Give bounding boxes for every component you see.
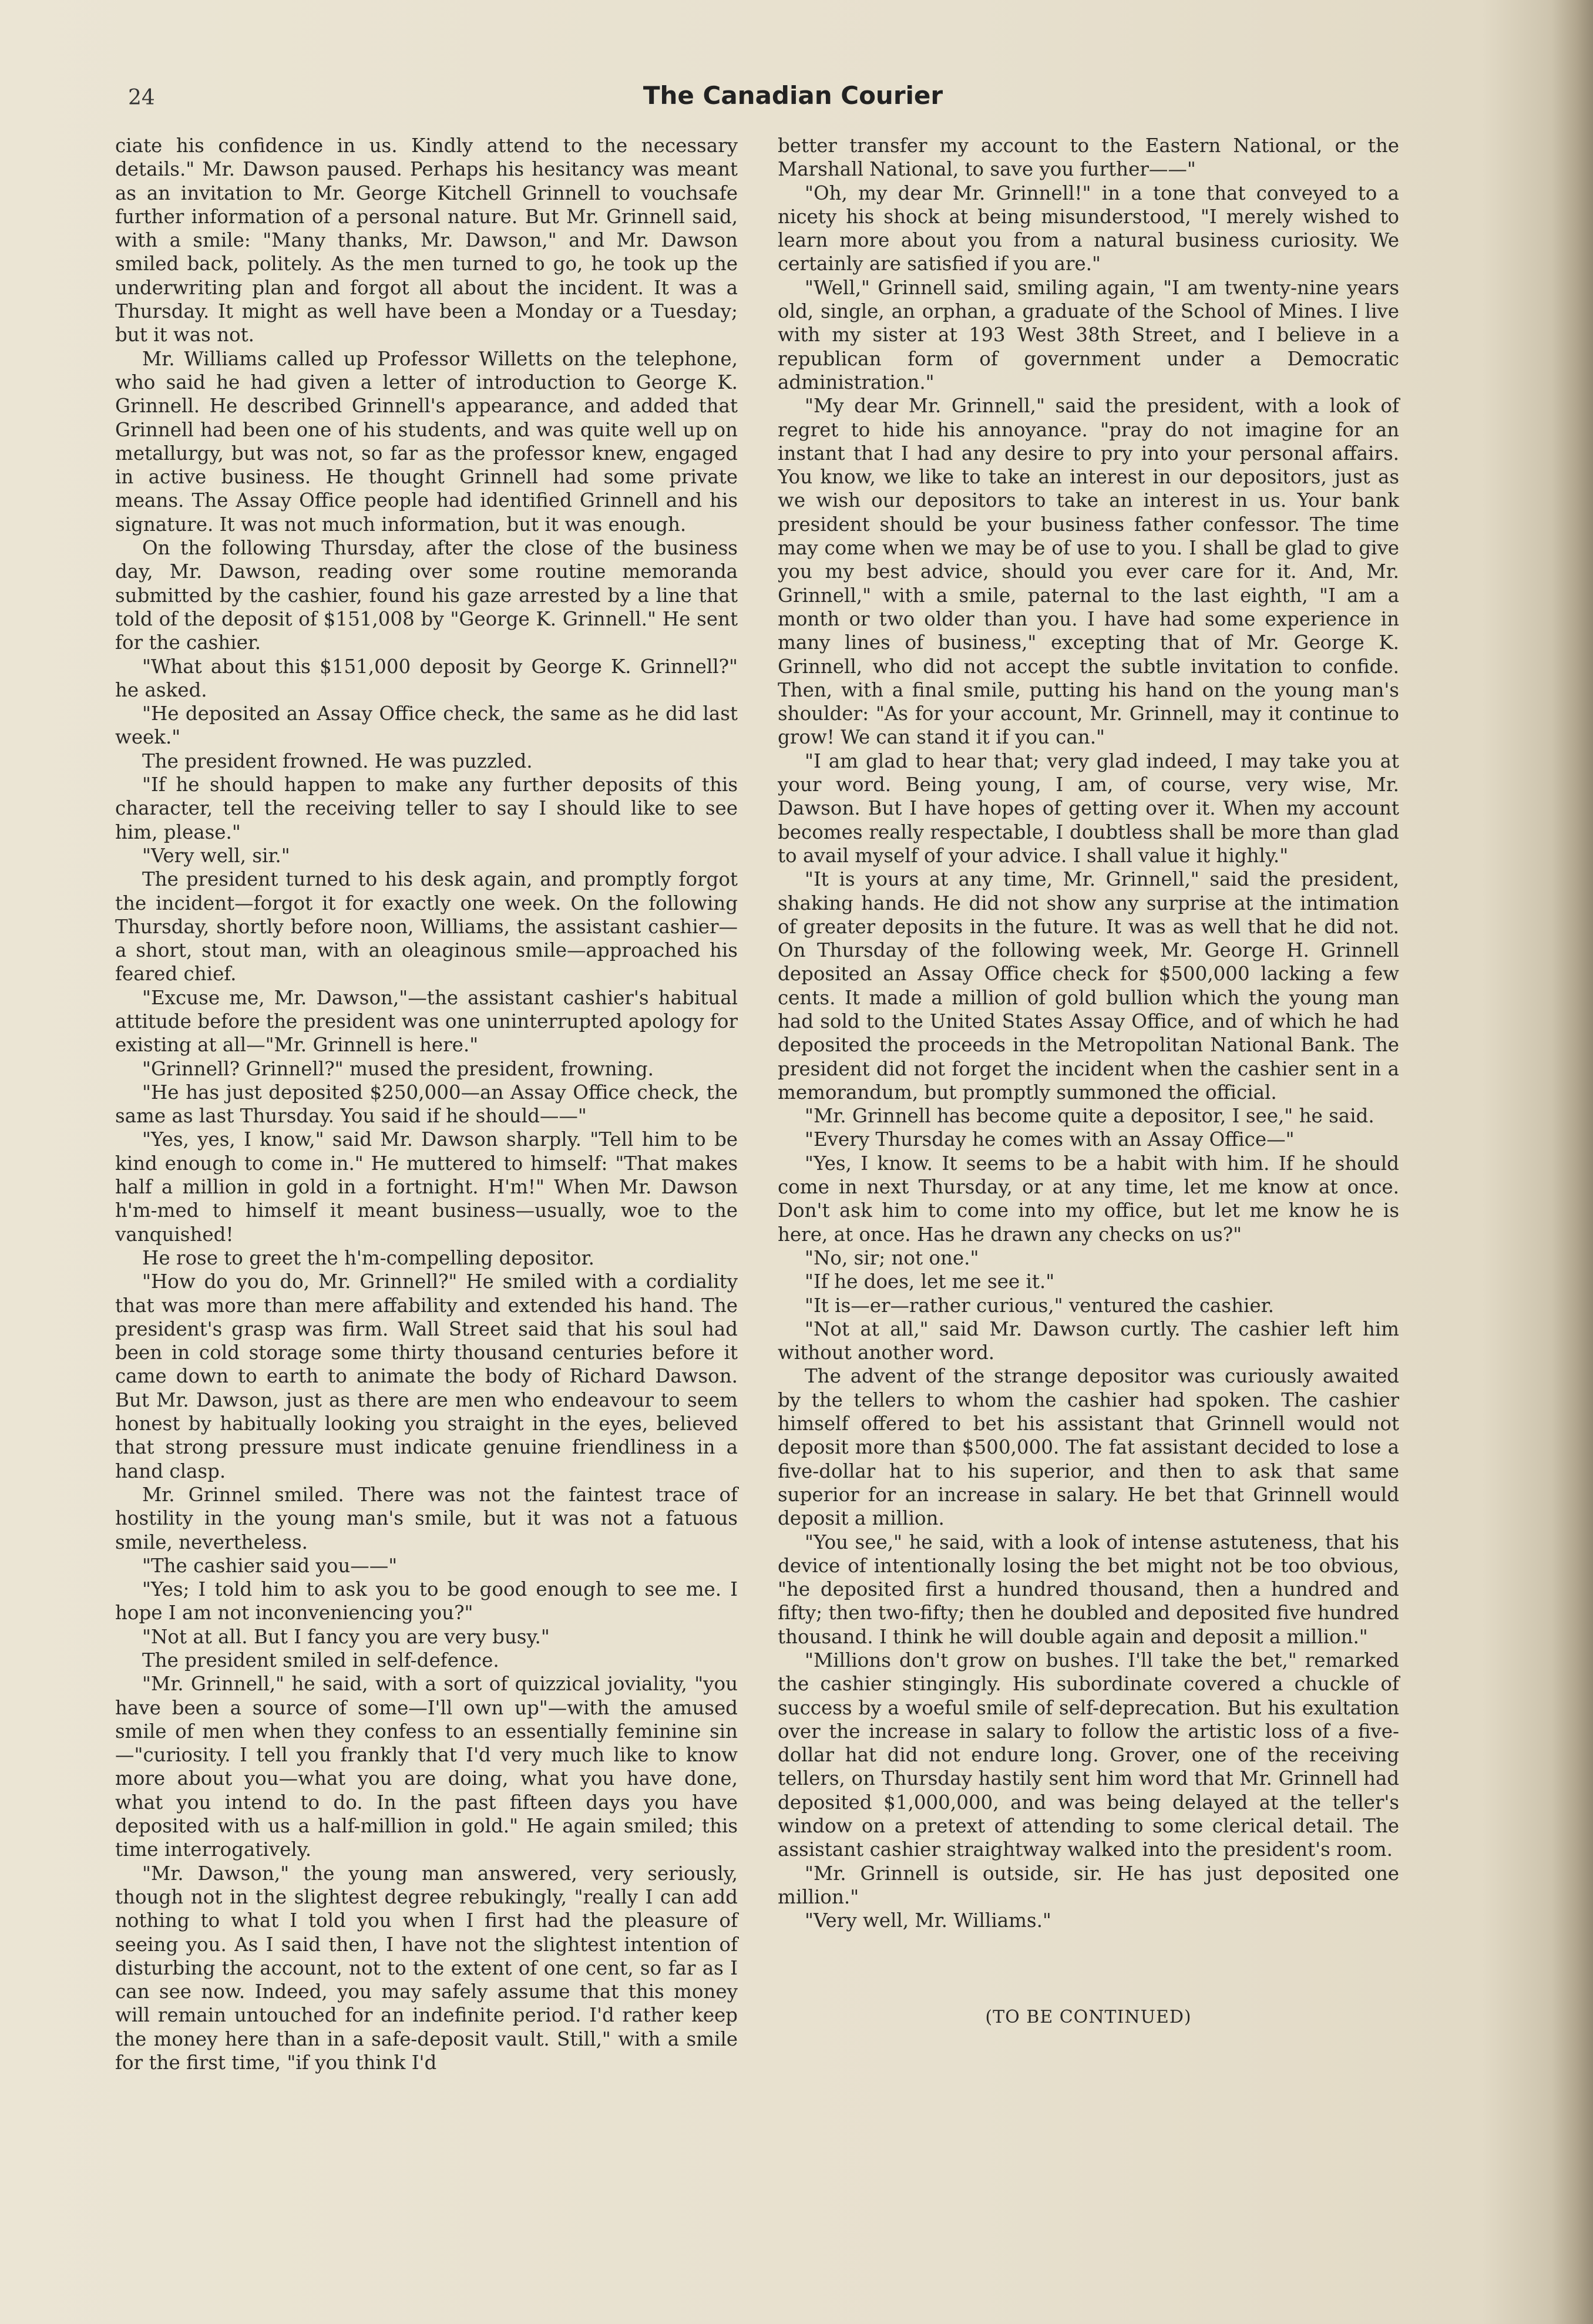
paragraph: "He has just deposited $250,000—an Assay Office check, the same as last Thursday. You said if he should——" xyxy=(115,1081,738,1128)
paragraph: "Grinnell? Grinnell?" mused the president, frowning. xyxy=(142,1057,654,1080)
paragraph: The advent of the strange depositor was curiously awaited by the tellers to whom the cashier had spoken. The cashier himself offered to bet his assistant that Grinnell would not deposit more than $500,000. The fat assistant decided to lose a five-dollar hat to his superior, and then to ask that same superior for an increase in salary. He bet that Grinnell would deposit a million. xyxy=(778,1365,1399,1530)
paragraph: "The cashier said you——" xyxy=(142,1554,398,1577)
paragraph: "Yes, I know. It seems to be a habit with him. If he should come in next Thursday, or at any time, let me know at once. Don't ask him to come into my office, but let me know he is here, at once. Has he drawn any checks on us?" xyxy=(778,1152,1399,1246)
paragraph: "Oh, my dear Mr. Grinnell!" in a tone that conveyed to a nicety his shock at being misunderstood, "I merely wished to learn more about you from a natural business curiosity. We certainly are satisfied if you are." xyxy=(778,181,1399,275)
page-edge-shadow xyxy=(1552,0,1593,2324)
paragraph: "He deposited an Assay Office check, the same as he did last week." xyxy=(115,702,738,749)
paragraph: Mr. Williams called up Professor Willetts on the telephone, who said he had given a letter of introduction to George K. Grinnell. He described Grinnell's appearance, and added that Grinnell had been one of his students, and was quite well up on metallurgy, but was not, so far as the professor knew, engaged in active business. He thought Grinnell had some private means. The Assay Office people had identified Grinnell and his signature. It was not much information, but it was enough. xyxy=(115,347,738,536)
paragraph: The president turned to his desk again, and promptly forgot the incident—forgot it for exactly one week. On the following Thursday, shortly before noon, Williams, the assistant cashier—a short, stout man, with an oleaginous smile—approached his feared chief. xyxy=(115,868,738,986)
paragraph: "Millions don't grow on bushes. I'll take the bet," remarked the cashier stingingly. His subordinate covered a chuckle of success by a woeful smile of self-deprecation. But his exultation over the increase in salary to follow the artistic loss of a five-dollar hat did not endure long. Grover, one of the receiving tellers, on Thursday hastily sent him word that Mr. Grinnell had deposited $1,000,000, and was being delayed at the teller's window on a pretext of attending to some clerical detail. The assistant cashier straightway walked into the president's room. xyxy=(778,1649,1399,1861)
right-column xyxy=(778,134,1399,2029)
paragraph: "No, sir; not one." xyxy=(805,1246,979,1269)
paragraph: The president frowned. He was puzzled. xyxy=(142,749,533,772)
paragraph: "Excuse me, Mr. Dawson,"—the assistant cashier's habitual attitude before the president was one uninterrupted apology for existing at all—"Mr. Grinnell is here." xyxy=(115,986,738,1057)
paragraph: "What about this $151,000 deposit by George K. Grinnell?" he asked. xyxy=(115,655,738,701)
paragraph: "Yes; I told him to ask you to be good enough to see me. I hope I am not inconveniencing you?" xyxy=(115,1578,738,1625)
paragraph: "Mr. Grinnell," he said, with a sort of quizzical joviality, "you have been a source of some—I'll own up"—with the amused smile of men when they confess to an essentially feminine sin—"curiosity. I tell you frankly that I'd very much like to know more about you—what you are doing, what you have done, what you intend to do. In the past fifteen days you have deposited with us a half-million in gold." He again smiled; this time interrogatively. xyxy=(115,1673,738,1861)
publication-title: The Canadian Courier xyxy=(643,81,943,110)
paragraph: "Not at all," said Mr. Dawson curtly. The cashier left him without another word. xyxy=(778,1317,1399,1364)
paragraph: "Yes, yes, I know," said Mr. Dawson sharply. "Tell him to be kind enough to come in." He muttered to himself: "That makes half a million in gold in a fortnight. H'm!" When Mr. Dawson h'm-med to himself it meant business—usually, woe to the vanquished! xyxy=(115,1128,738,1246)
left-column xyxy=(115,134,738,2074)
paragraph: On the following Thursday, after the close of the business day, Mr. Dawson, reading over some routine memoranda submitted by the cashier, found his gaze arrested by a line that told of the deposit of $151,008 by "George K. Grinnell." He sent for the cashier. xyxy=(115,537,738,654)
paragraph: "Every Thursday he comes with an Assay Office—" xyxy=(805,1128,1295,1151)
paragraph: "Mr. Grinnell has become quite a depositor, I see," he said. xyxy=(805,1105,1374,1128)
paragraph: "My dear Mr. Grinnell," said the president, with a look of regret to hide his annoyance. "pray do not imagine for an instant that I had any desire to pry into your personal affairs. You know, we like to take an interest in our depositors, just as we wish our depositors to take an interest in us. Your bank president should be your business father confessor. The time may come when we may be of use to you. I shall be glad to give you my best advice, should you ever care for it. And, Mr. Grinnell," with a smile, paternal to the last eighth, "I am a month or two older than you. I have had some experience in many lines of business," excepting that of Mr. George K. Grinnell, who did not accept the subtle invitation to confide. Then, with a final smile, putting his hand on the young man's shoulder: "As for your account, Mr. Grinnell, may it continue to grow! We can stand it if you can." xyxy=(778,395,1399,749)
paragraph: "I am glad to hear that; very glad indeed, I may take you at your word. Being young, I am, of course, very wise, Mr. Dawson. But I have hopes of getting over it. When my account becomes really respectable, I doubtless shall be more than glad to avail myself of your advice. I shall value it highly." xyxy=(778,749,1399,867)
paragraph: better transfer my account to the Eastern National, or the Marshall National, to save you further——" xyxy=(778,134,1399,181)
paragraph: "Mr. Grinnell is outside, sir. He has just deposited one million." xyxy=(778,1862,1399,1908)
paragraph: "It is—er—rather curious," ventured the cashier. xyxy=(805,1294,1274,1317)
paragraph: "Mr. Dawson," the young man answered, very seriously, though not in the slightest degree rebukingly, "really I can add nothing to what I told you when I first had the pleasure of seeing you. As I said then, I have not the slightest intention of disturbing the account, not to the extent of one cent, so far as I can see now. Indeed, you may safely assume that this money will remain untouched for an indefinite period. I'd rather keep the money here than in a safe-deposit vault. Still," with a smile for the first time, "if you think I'd xyxy=(115,1862,738,2074)
paragraph: "If he should happen to make any further deposits of this character, tell the receiving teller to say I should like to see him, please." xyxy=(115,773,738,843)
paragraph: The president smiled in self-defence. xyxy=(142,1649,499,1671)
page-number: 24 xyxy=(128,86,155,110)
paragraph: "It is yours at any time, Mr. Grinnell," said the president, shaking hands. He did not show any surprise at the intimation of greater deposits in the future. It was as well that he did not. On Thursday of the following week, Mr. George H. Grinnell deposited an Assay Office check for $500,000 lacking a few cents. It made a million of gold bullion which the young man had sold to the United States Assay Office, and of which he had deposited the proceeds in the Metropolitan National Bank. The president did not forget the incident when the cashier sent in a memorandum, but promptly summoned the official. xyxy=(778,868,1399,1104)
paragraph: "You see," he said, with a look of intense astuteness, that his device of intentionally losing the bet might not be too obvious, "he deposited first a hundred thousand, then a hundred and fifty; then two-fifty; then he doubled and deposited five hundred thousand. I think he will double again and deposit a million." xyxy=(778,1531,1399,1648)
paragraph: "If he does, let me see it." xyxy=(805,1270,1055,1293)
paragraph: "Not at all. But I fancy you are very busy." xyxy=(142,1625,550,1648)
paragraph: "How do you do, Mr. Grinnell?" He smiled with a cordiality that was more than mere affability and extended his hand. The president's grasp was firm. Wall Street said that his soul had been in cold storage some thirty thousand centuries before it came down to earth to animate the body of Richard Dawson. But Mr. Dawson, just as there are men who endeavour to seem honest by habitually looking you straight in the eyes, believed that strong pressure must indicate genuine friendliness in a hand clasp. xyxy=(115,1270,738,1482)
paragraph: He rose to greet the h'm-compelling depositor. xyxy=(142,1246,594,1269)
paragraph: "Very well, sir." xyxy=(142,844,290,867)
paragraph: Mr. Grinnel smiled. There was not the faintest trace of hostility in the young man's smile, but it was not a fatuous smile, nevertheless. xyxy=(115,1483,738,1553)
paragraph: "Very well, Mr. Williams." xyxy=(805,1909,1051,1932)
paragraph: ciate his confidence in us. Kindly attend to the necessary details." Mr. Dawson paused. Perhaps his hesitancy was meant as an invitation to Mr. George Kitchell Grinnell to vouchsafe further information of a personal nature. But Mr. Grinnell said, with a smile: "Many thanks, Mr. Dawson," and Mr. Dawson smiled back, politely. As the men turned to go, he took up the underwriting plan and forgot all about the incident. It was a Thursday. It might as well have been a Monday or a Tuesday; but it was not. xyxy=(115,134,738,347)
paragraph: "Well," Grinnell said, smiling again, "I am twenty-nine years old, single, an orphan, a graduate of the School of Mines. I live with my sister at 193 West 38th Street, and I believe in a republican form of government under a Democratic administration." xyxy=(778,276,1399,394)
continued-note: (TO BE CONTINUED) xyxy=(985,2006,1192,2027)
